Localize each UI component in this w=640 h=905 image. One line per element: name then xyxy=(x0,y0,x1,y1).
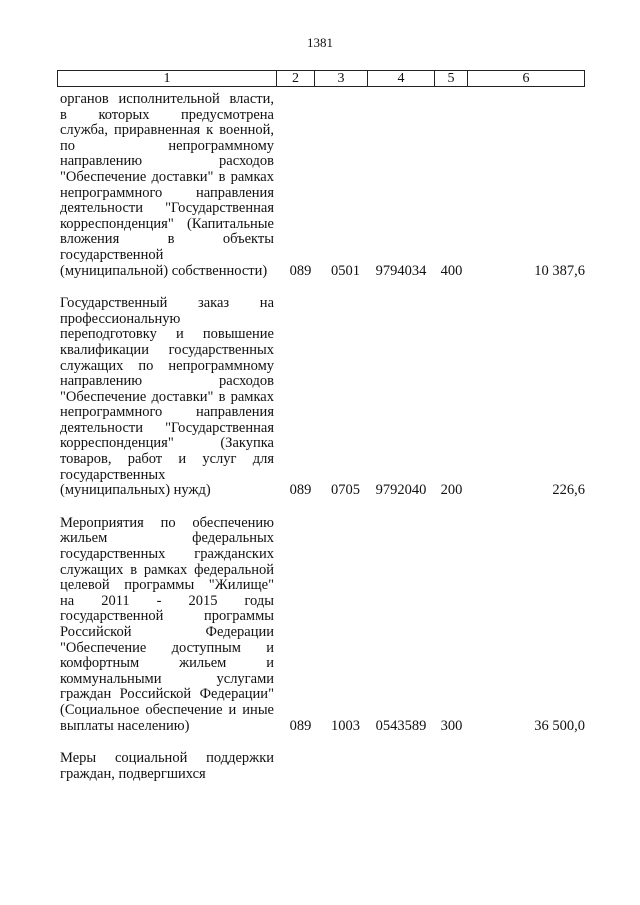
cell-ministry-code: 089 xyxy=(289,482,312,499)
description-line: "Обеспечение доступным и xyxy=(60,639,274,656)
description-line: корреспонденция" (Капитальные xyxy=(60,215,274,232)
description-line: (муниципальных) нужд) xyxy=(60,482,211,499)
header-col-4: 4 xyxy=(368,71,435,86)
cell-ministry-code: 089 xyxy=(289,262,312,279)
description-line: Меры социальной поддержки xyxy=(60,750,274,767)
description-line: вложения в объекты xyxy=(60,231,274,248)
header-col-2: 2 xyxy=(277,71,315,86)
description-line: переподготовку и повышение xyxy=(60,326,274,343)
description-line: служащих в рамках федеральной xyxy=(60,561,274,578)
header-col-3: 3 xyxy=(315,71,368,86)
cell-target-article: 0543589 xyxy=(375,717,427,734)
description-line: направлению расходов xyxy=(60,373,274,390)
description-line: в которых предусмотрена xyxy=(60,106,274,123)
description-line: граждан Российской Федерации" xyxy=(60,686,274,703)
cell-amount: 226,6 xyxy=(552,482,585,499)
description-line: Российской Федерации xyxy=(60,624,274,640)
table-body xyxy=(60,92,585,799)
description-line: служащих по непрограммному xyxy=(60,357,274,374)
description-line: государственной xyxy=(60,246,164,263)
header-col-6: 6 xyxy=(522,71,530,86)
description-line: по непрограммному xyxy=(60,137,274,154)
page-number: 1381 xyxy=(307,35,333,50)
description-line: на 2011 - 2015 годы xyxy=(60,592,274,609)
row-description xyxy=(60,516,274,734)
description-line: профессиональную xyxy=(60,310,181,327)
description-line: (муниципальной) собственности) xyxy=(60,262,268,279)
description-line: Государственный заказ на xyxy=(60,295,274,312)
description-line: государственных гражданских xyxy=(60,546,274,563)
header-col-1: 1 xyxy=(58,71,277,86)
table-row xyxy=(60,296,585,499)
cell-amount: 36 500,0 xyxy=(534,717,585,734)
description-line: корреспонденция" (Закупка xyxy=(60,435,274,452)
table-header xyxy=(57,70,585,87)
description-line: непрограммного направления xyxy=(60,184,274,201)
description-line: "Обеспечение доставки" в рамках xyxy=(60,388,274,405)
description-line: (Социальное обеспечение и иные xyxy=(60,701,274,718)
cell-expense-type: 400 xyxy=(440,262,463,279)
cell-expense-type: 200 xyxy=(440,482,463,499)
table-row xyxy=(60,751,585,782)
description-line: деятельности "Государственная xyxy=(60,419,274,436)
description-line: органов исполнительной власти, xyxy=(60,91,274,107)
cell-expense-type: 300 xyxy=(440,717,463,734)
description-line: коммунальными услугами xyxy=(60,670,274,687)
cell-section-code: 0501 xyxy=(331,262,360,279)
table-row xyxy=(60,516,585,734)
description-line: целевой программы "Жилище" xyxy=(60,577,274,594)
cell-amount: 10 387,6 xyxy=(534,262,585,279)
description-line: граждан, подвергшихся xyxy=(60,765,206,782)
description-line: выплаты населению) xyxy=(60,717,190,734)
description-line: квалификации государственных xyxy=(60,341,274,358)
row-description xyxy=(60,92,274,279)
cell-target-article: 9792040 xyxy=(375,482,427,499)
cell-ministry-code: 089 xyxy=(289,717,312,734)
table-row xyxy=(60,92,585,279)
description-line: деятельности "Государственная xyxy=(60,200,274,217)
cell-target-article: 9794034 xyxy=(375,262,427,279)
row-description xyxy=(60,296,274,499)
description-line: государственных xyxy=(60,466,166,483)
description-line: государственной программы xyxy=(60,608,274,625)
description-line: служба, приравненная к военной, xyxy=(60,122,274,139)
description-line: жильем федеральных xyxy=(60,530,274,547)
description-line: непрограммного направления xyxy=(60,404,274,421)
description-line: комфортным жильем и xyxy=(60,655,274,672)
row-description xyxy=(60,751,274,782)
cell-section-code: 0705 xyxy=(331,482,360,499)
description-line: Мероприятия по обеспечению xyxy=(60,514,274,531)
description-line: направлению расходов xyxy=(60,153,274,170)
description-line: "Обеспечение доставки" в рамках xyxy=(60,168,274,185)
cell-section-code: 1003 xyxy=(331,717,360,734)
header-col-5: 5 xyxy=(435,71,468,86)
description-line: товаров, работ и услуг для xyxy=(60,451,274,468)
